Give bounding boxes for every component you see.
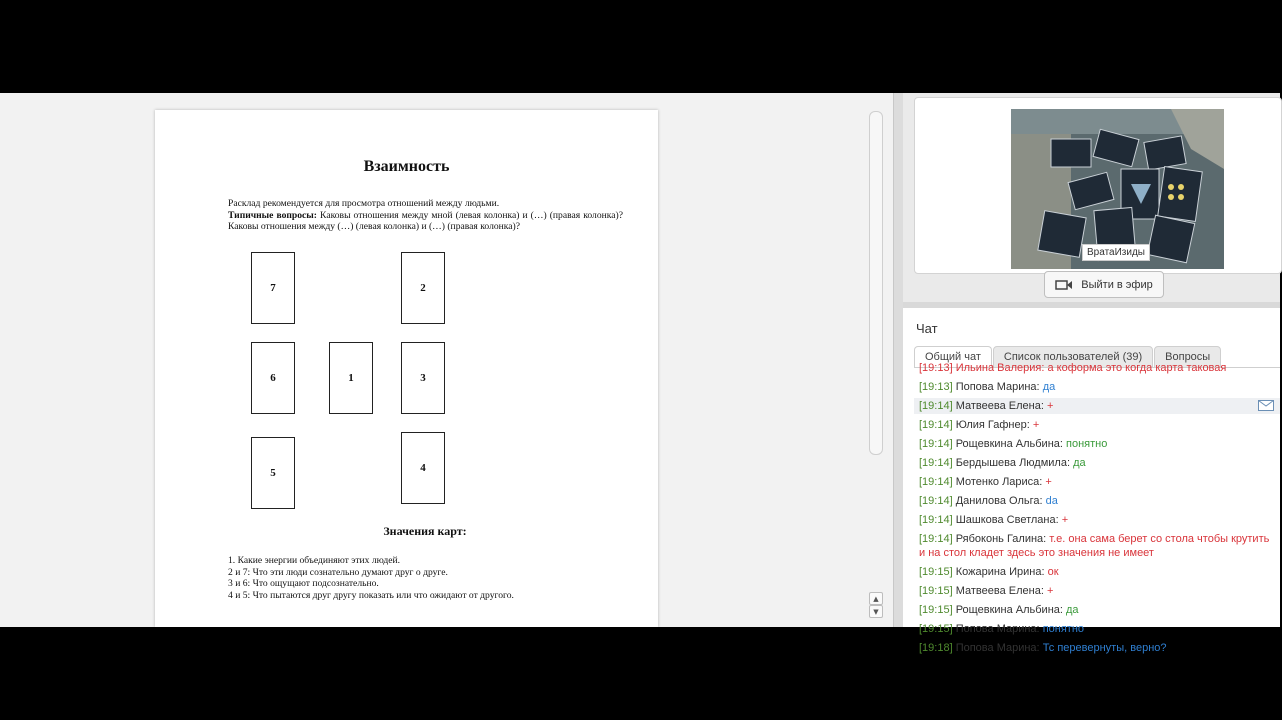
message-author[interactable]: Попова Марина: <box>955 623 1040 635</box>
right-panel <box>903 93 1280 654</box>
message-time: [19:15] <box>919 604 953 616</box>
message-text: да <box>1073 457 1086 469</box>
meaning-item: 4 и 5: Что пытаются друг другу показать или что ожидают от другого. <box>228 590 514 602</box>
message-author[interactable]: Рощевкина Альбина: <box>955 438 1063 450</box>
message-time: [19:14] <box>919 533 953 545</box>
go-on-air-label: Выйти в эфир <box>1081 278 1153 291</box>
message-author[interactable]: Попова Марина: <box>955 642 1040 654</box>
message-time: [19:15] <box>919 623 953 635</box>
chat-message <box>914 474 1280 490</box>
message-text: да <box>1042 381 1056 393</box>
chat-message <box>914 602 1280 618</box>
message-author[interactable]: Данилова Ольга: <box>955 495 1043 507</box>
card-position: 3 <box>401 342 445 414</box>
intro-line: Расклад рекомендуется для просмотра отношений между людьми. <box>228 198 500 209</box>
chat-message <box>914 512 1280 528</box>
tab-user-list[interactable]: Список пользователей (39) <box>993 346 1153 368</box>
message-text: т.е. она сама берет со стола чтобы крутить и на стол кладет здесь это значения не имеет <box>919 533 1270 559</box>
card-position: 1 <box>329 342 373 414</box>
message-text: понятно <box>1042 623 1085 635</box>
card-position: 5 <box>251 437 295 509</box>
message-text: ок <box>1047 566 1059 578</box>
chat-message <box>914 398 1280 414</box>
message-author[interactable]: Матвеева Елена: <box>955 400 1044 412</box>
chat-message <box>914 621 1280 637</box>
chat-messages[interactable] <box>914 362 1280 654</box>
card-position: 4 <box>401 432 445 504</box>
document-intro <box>228 198 623 233</box>
chat-message <box>914 564 1280 580</box>
message-author[interactable]: Рябоконь Галина: <box>955 533 1047 545</box>
meanings-list <box>228 555 648 602</box>
message-text: + <box>1045 476 1052 488</box>
message-author[interactable]: Матвеева Елена: <box>955 585 1044 597</box>
chat-title: Чат <box>916 321 938 336</box>
chat-message <box>914 436 1280 452</box>
message-text: + <box>1032 419 1040 431</box>
chat-message <box>914 640 1280 656</box>
message-time: [19:18] <box>919 642 953 654</box>
message-text: Тс перевернуты, верно? <box>1042 642 1167 654</box>
tab-questions[interactable]: Вопросы <box>1154 346 1221 368</box>
message-time: [19:13] <box>919 381 953 393</box>
chat-message <box>914 583 1280 599</box>
message-time: [19:14] <box>919 419 953 431</box>
chat-message <box>914 417 1280 433</box>
meaning-item: 3 и 6: Что ощущают подсознательно. <box>228 578 379 590</box>
private-message-icon[interactable] <box>1258 400 1274 411</box>
message-time: [19:14] <box>919 400 953 412</box>
message-time: [19:14] <box>919 457 953 469</box>
card-position: 7 <box>251 252 295 324</box>
message-text: да <box>1066 604 1079 616</box>
message-author[interactable]: Мотенко Лариса: <box>955 476 1043 488</box>
message-time: [19:15] <box>919 566 953 578</box>
message-text: понятно <box>1066 438 1108 450</box>
message-author[interactable]: Бердышева Людмила: <box>955 457 1071 469</box>
message-author[interactable]: Кожарина Ирина: <box>955 566 1045 578</box>
go-on-air-button[interactable] <box>1044 271 1164 298</box>
card-position: 6 <box>251 342 295 414</box>
meanings-title: Значения карт: <box>383 524 467 538</box>
app-screen <box>0 93 1280 654</box>
message-text: + <box>1046 585 1054 597</box>
questions-text: Каковы отношения между мной (левая колонка) и (…) (правая колонка)? Каковы отношения между (…) (левая колонка) и (…) (правая колонка)? <box>228 209 623 232</box>
document-viewer[interactable] <box>0 93 893 627</box>
message-text: + <box>1061 514 1069 526</box>
viewer-scrollbar-thumb[interactable] <box>869 111 883 455</box>
chat-message <box>914 379 1280 395</box>
document-title: Взаимность <box>363 158 450 175</box>
tab-general-chat[interactable]: Общий чат <box>914 346 992 368</box>
message-author[interactable]: Шашкова Светлана: <box>955 514 1059 526</box>
message-time: [19:14] <box>919 438 953 450</box>
document-page <box>155 110 658 627</box>
scroll-up-icon[interactable]: ▲ <box>869 592 883 605</box>
card-position: 2 <box>401 252 445 324</box>
chat-message <box>914 493 1280 509</box>
video-box <box>914 97 1282 274</box>
message-author[interactable]: Юлия Гафнер: <box>955 419 1030 431</box>
meaning-item: 1. Какие энергии объединяют этих людей. <box>228 555 400 566</box>
chat-message-cut: [19:13] Ильина Валерия: а коформа это когда карта таковая <box>919 362 1227 374</box>
chat-message <box>914 455 1280 471</box>
message-time: [19:15] <box>919 585 953 597</box>
message-author[interactable]: Рощевкина Альбина: <box>955 604 1063 616</box>
camera-icon <box>1055 279 1073 291</box>
message-text: + <box>1046 400 1054 412</box>
meaning-item: 2 и 7: Что эти люди сознательно думают друг о друге. <box>228 566 448 578</box>
questions-label: Типичные вопросы: <box>228 209 317 221</box>
video-username: ВратаИзиды <box>1082 244 1150 261</box>
message-author[interactable]: Попова Марина: <box>955 381 1040 393</box>
message-text: da <box>1045 495 1058 507</box>
message-time: [19:14] <box>919 495 953 507</box>
scroll-down-icon[interactable]: ▼ <box>869 605 883 618</box>
chat-panel <box>903 308 1280 654</box>
questions-paragraph <box>228 210 623 233</box>
chat-message <box>914 531 1280 561</box>
message-time: [19:14] <box>919 476 953 488</box>
message-time: [19:14] <box>919 514 953 526</box>
